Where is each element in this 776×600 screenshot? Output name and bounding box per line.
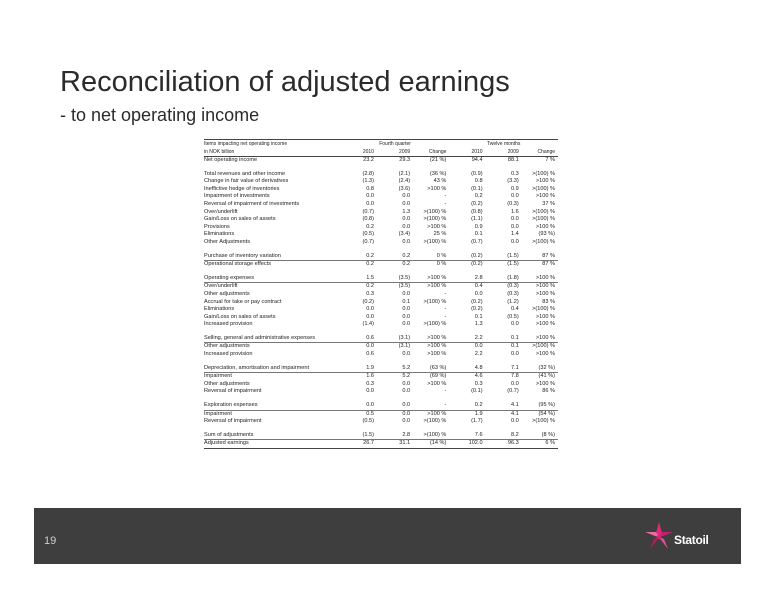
- row-label: Selling, general and administrative expenses: [204, 334, 316, 341]
- value-year-2010: (0.9): [471, 170, 483, 177]
- value-year-2009: 88.1: [507, 157, 519, 163]
- value-year-2009: 0.0: [511, 321, 519, 328]
- value-year-2010: 1.3: [474, 321, 483, 328]
- value-q4-2010: 0.3: [366, 380, 374, 387]
- brand-name: Statoil: [674, 533, 709, 547]
- value-year-2010: (1.1): [471, 216, 483, 223]
- table-row: [204, 381, 558, 389]
- table-header-row: [204, 140, 558, 149]
- value-year-2010: (0.1): [471, 388, 483, 395]
- value-year-2010: 2.2: [474, 351, 483, 358]
- value-year-change: >100 %: [535, 178, 555, 185]
- value-q4-change: -: [444, 402, 447, 409]
- value-year-2010: 4.6: [449, 373, 485, 381]
- row-label: Change in fair value of derivatives: [204, 178, 289, 185]
- value-year-change: >100 %: [535, 380, 555, 387]
- table-row: [204, 261, 558, 269]
- row-label: Increased provision: [204, 321, 253, 328]
- value-q4-2010: (1.3): [362, 178, 374, 185]
- table-row: [204, 201, 558, 209]
- value-q4-2010: (0.5): [362, 418, 374, 425]
- value-year-change: >100 %: [535, 313, 555, 320]
- value-year-change: >(100) %: [532, 216, 555, 223]
- star-logo-icon: [646, 519, 676, 557]
- value-q4-2010: 26.7: [341, 440, 377, 449]
- value-year-2009: 0.1: [511, 334, 519, 341]
- value-q4-2009: 0.0: [402, 351, 411, 358]
- row-label: Increased provision: [204, 351, 253, 358]
- value-q4-change: >(100) %: [423, 208, 447, 215]
- table-row: [204, 171, 558, 179]
- value-q4-2009: 31.1: [377, 440, 413, 449]
- value-year-2010: 0.8: [474, 178, 483, 185]
- table-row: [204, 321, 558, 329]
- value-year-2009: (1.5): [486, 261, 522, 269]
- table-row: [204, 239, 558, 247]
- value-q4-change: >100 %: [427, 380, 447, 387]
- value-q4-2009: (3.6): [398, 185, 411, 192]
- value-year-2010: 1.9: [449, 410, 485, 418]
- value-year-change: >(100) %: [532, 418, 555, 425]
- value-year-change: >100 %: [522, 283, 558, 291]
- value-year-change: (95 %): [538, 402, 555, 409]
- value-q4-change: >100 %: [427, 334, 447, 341]
- value-year-change: >(100) %: [532, 306, 555, 313]
- value-q4-change: >100 %: [427, 185, 447, 192]
- col-header-2009-year: 2009: [486, 148, 522, 157]
- value-year-change: >100 %: [535, 290, 555, 297]
- table-row: [204, 314, 558, 322]
- value-q4-change: 43 %: [433, 178, 447, 185]
- value-year-2010: (0.2): [449, 261, 485, 269]
- statoil-logo: [646, 519, 736, 557]
- row-label: Sum of adjustments: [204, 431, 254, 438]
- value-q4-2009: (2.1): [398, 170, 411, 177]
- value-q4-change: -: [444, 388, 447, 395]
- value-year-change: >100 %: [535, 193, 555, 200]
- row-label: Impairment: [204, 410, 341, 418]
- row-label: Over/underlift: [204, 283, 341, 291]
- table-row: [204, 365, 558, 373]
- row-label: Depreciation, amortisation and impairment: [204, 364, 310, 371]
- value-q4-2009: 0.0: [377, 410, 413, 418]
- value-q4-2009: 0.0: [402, 290, 411, 297]
- value-year-change: 7 %: [545, 157, 555, 163]
- value-year-2010: (0.2): [471, 298, 483, 305]
- row-label: Purchase of inventory variation: [204, 252, 281, 259]
- value-q4-2010: (1.5): [362, 431, 374, 438]
- row-label: Reversal of impairment: [204, 418, 262, 425]
- row-label: Exploration expenses: [204, 402, 258, 409]
- row-label: Gain/Loss on sales of assets: [204, 313, 276, 320]
- row-label: Operational storage effects: [204, 261, 341, 269]
- value-q4-2009: 0.0: [402, 321, 411, 328]
- value-year-2009: 4.1: [511, 402, 519, 409]
- value-q4-change: -: [444, 200, 447, 207]
- value-q4-change: -: [444, 313, 447, 320]
- value-year-2009: (0.3): [507, 200, 519, 207]
- value-q4-change: (63 %): [429, 364, 447, 371]
- value-q4-change: >100 %: [427, 274, 447, 281]
- value-q4-2010: 0.5: [341, 410, 377, 418]
- value-year-2009: (0.3): [507, 290, 519, 297]
- value-q4-2009: 0.0: [402, 418, 411, 425]
- value-q4-2010: 0.0: [366, 313, 374, 320]
- value-q4-2010: (2.8): [362, 170, 374, 177]
- table-row: [204, 209, 558, 217]
- value-year-change: >(100) %: [532, 238, 555, 245]
- value-q4-2009: 5.2: [377, 373, 413, 381]
- value-year-change: 87 %: [522, 261, 558, 269]
- value-year-2010: (0.1): [471, 185, 483, 192]
- value-q4-2009: (3.1): [377, 343, 413, 351]
- value-q4-change: >100 %: [413, 283, 449, 291]
- value-year-2009: 8.2: [511, 431, 519, 438]
- row-label: Eliminations: [204, 231, 235, 238]
- table-row: [204, 224, 558, 232]
- value-year-2010: 0.4: [449, 283, 485, 291]
- value-q4-2010: 0.2: [366, 252, 374, 259]
- table-row: [204, 231, 558, 239]
- value-year-2009: 96.3: [486, 440, 522, 449]
- value-year-2009: 1.6: [511, 208, 519, 215]
- value-q4-change: >100 %: [413, 343, 449, 351]
- table-row: [204, 216, 558, 224]
- value-year-2009: (1.8): [507, 274, 519, 281]
- value-q4-2009: 0.0: [402, 216, 411, 223]
- value-q4-change: -: [444, 193, 447, 200]
- value-year-2010: 0.1: [474, 313, 483, 320]
- value-q4-2010: 0.0: [366, 200, 374, 207]
- value-year-2010: 0.1: [474, 231, 483, 238]
- value-q4-2009: (2.4): [398, 178, 411, 185]
- table-row: [204, 432, 558, 440]
- value-q4-2010: 0.6: [366, 334, 374, 341]
- value-q4-2009: 0.0: [402, 200, 411, 207]
- value-q4-2009: 5.2: [402, 364, 411, 371]
- value-q4-2009: (3.5): [377, 283, 413, 291]
- col-header-2010: 2010: [341, 148, 377, 157]
- value-q4-2009: (3.5): [398, 274, 411, 281]
- value-year-change: 83 %: [542, 298, 555, 305]
- value-year-change: (93 %): [538, 231, 555, 238]
- value-year-change: >100 %: [535, 334, 555, 341]
- value-q4-2009: 0.0: [402, 402, 411, 409]
- value-year-change: (54 %): [522, 410, 558, 418]
- value-year-2009: 0.0: [511, 418, 519, 425]
- value-year-2009: (0.7): [507, 388, 519, 395]
- value-year-2010: 94.4: [471, 157, 483, 163]
- value-year-2009: (1.2): [507, 298, 519, 305]
- table-row: [204, 388, 558, 396]
- value-q4-2010: 0.8: [366, 185, 374, 192]
- row-label: Gain/Loss on sales of assets: [204, 216, 276, 223]
- value-year-change: 87 %: [542, 252, 555, 259]
- value-year-2009: 0.3: [511, 170, 519, 177]
- row-label: Reversal of impairment: [204, 388, 262, 395]
- value-q4-2010: 0.6: [366, 351, 374, 358]
- value-q4-2009: 0.0: [402, 306, 411, 313]
- value-year-2009: 4.1: [486, 410, 522, 418]
- row-label: Other adjustments: [204, 343, 341, 351]
- table-row: [204, 440, 558, 449]
- value-year-change: >100 %: [535, 223, 555, 230]
- value-year-2009: 0.0: [511, 238, 519, 245]
- value-q4-change: -: [444, 290, 447, 297]
- value-q4-2009: 0.0: [402, 380, 411, 387]
- value-year-2010: (0.8): [471, 208, 483, 215]
- group-year-header: Twelve months: [487, 141, 521, 147]
- table-row: [204, 343, 558, 351]
- header-label-line2: in NOK billion: [204, 148, 341, 157]
- value-q4-change: >(100) %: [423, 418, 447, 425]
- value-year-2009: 0.4: [511, 306, 519, 313]
- table-row: [204, 418, 558, 426]
- value-q4-2009: 0.1: [402, 298, 411, 305]
- value-q4-change: >(100) %: [423, 321, 447, 328]
- table-body: [204, 157, 558, 449]
- value-year-2009: 0.0: [511, 223, 519, 230]
- value-q4-2009: (3.4): [398, 231, 411, 238]
- value-year-2010: (0.2): [471, 200, 483, 207]
- value-q4-change: (69 %): [413, 373, 449, 381]
- value-year-change: >(100) %: [532, 185, 555, 192]
- value-year-2010: 0.0: [449, 343, 485, 351]
- value-year-2010: 2.8: [474, 274, 483, 281]
- table-row: [204, 299, 558, 307]
- value-q4-2010: 0.2: [366, 223, 374, 230]
- value-year-2010: 7.6: [474, 431, 483, 438]
- value-q4-2010: 0.0: [366, 388, 374, 395]
- value-year-2009: (0.5): [507, 313, 519, 320]
- row-label: Impairment: [204, 373, 341, 381]
- value-q4-2010: 1.9: [366, 364, 374, 371]
- value-year-2010: (0.2): [471, 306, 483, 313]
- page-subtitle: - to net operating income: [60, 105, 260, 125]
- value-q4-change: (21 %): [429, 157, 447, 163]
- value-q4-2010: (1.4): [362, 321, 374, 328]
- value-q4-change: (36 %): [429, 170, 447, 177]
- value-q4-change: >(100) %: [423, 431, 447, 438]
- row-label: Reversal of impairment of investments: [204, 200, 300, 207]
- value-q4-2009: 2.8: [402, 431, 411, 438]
- value-q4-2010: 1.5: [366, 274, 374, 281]
- value-year-change: >(100) %: [532, 208, 555, 215]
- header-label-line1: Items impacting net operating income: [204, 140, 341, 149]
- table-row: [204, 283, 558, 291]
- value-year-change: 6 %: [522, 440, 558, 449]
- value-q4-2010: 1.6: [341, 373, 377, 381]
- row-label: Total revenues and other income: [204, 170, 286, 177]
- value-q4-2009: 0.0: [402, 313, 411, 320]
- value-year-2009: 0.0: [511, 351, 519, 358]
- value-q4-2009: 0.2: [402, 252, 411, 259]
- row-label: Impairment of investments: [204, 193, 270, 200]
- table-row: [204, 275, 558, 283]
- table-row: [204, 178, 558, 186]
- table-row: [204, 402, 558, 410]
- table-row: [204, 253, 558, 261]
- table-row: [204, 157, 558, 165]
- value-year-2009: 0.1: [486, 343, 522, 351]
- table-row: [204, 410, 558, 418]
- table-header-row: [204, 148, 558, 157]
- value-year-2010: 2.2: [474, 334, 483, 341]
- table-row: [204, 186, 558, 194]
- value-year-2010: (0.7): [471, 238, 483, 245]
- page-number: 19: [44, 535, 57, 547]
- value-year-2010: 0.2: [474, 402, 483, 409]
- value-year-2010: 0.0: [474, 290, 483, 297]
- value-year-2009: 7.8: [486, 373, 522, 381]
- row-label: Accrual for take or pay contract: [204, 298, 282, 305]
- value-year-2010: 4.8: [474, 364, 483, 371]
- value-q4-2010: 0.0: [366, 306, 374, 313]
- value-q4-2009: (3.1): [398, 334, 411, 341]
- value-year-2009: (1.5): [507, 252, 519, 259]
- col-header-change: Change: [413, 148, 449, 157]
- value-q4-change: >100 %: [427, 351, 447, 358]
- value-year-2009: (3.3): [507, 178, 519, 185]
- value-year-2010: (1.7): [471, 418, 483, 425]
- table-row: [204, 291, 558, 299]
- value-q4-2010: 23.2: [363, 157, 374, 163]
- value-year-2009: 0.0: [511, 193, 519, 200]
- col-header-2009: 2009: [377, 148, 413, 157]
- table-row: [204, 306, 558, 314]
- table-row: [204, 193, 558, 201]
- value-q4-2010: 0.2: [341, 283, 377, 291]
- value-q4-change: >100 %: [413, 410, 449, 418]
- value-year-change: >100 %: [535, 321, 555, 328]
- value-q4-2010: 0.0: [366, 402, 374, 409]
- value-year-change: 37 %: [542, 200, 555, 207]
- value-q4-change: >(100) %: [423, 216, 447, 223]
- row-label: Other adjustments: [204, 380, 250, 387]
- value-q4-2010: (0.7): [362, 208, 374, 215]
- row-label: Other adjustments: [204, 290, 250, 297]
- value-q4-2010: (0.7): [362, 238, 374, 245]
- value-q4-change: >(100) %: [423, 238, 447, 245]
- value-q4-2009: 29.3: [399, 157, 411, 163]
- value-q4-change: >(100) %: [423, 298, 447, 305]
- row-label: Over/underlift: [204, 208, 238, 215]
- col-header-change-year: Change: [522, 148, 558, 157]
- row-label: Eliminations: [204, 306, 235, 313]
- value-q4-change: >100 %: [427, 223, 447, 230]
- value-year-2010: 0.9: [474, 223, 483, 230]
- row-label: Ineffictive hedge of inventories: [204, 185, 280, 192]
- value-year-change: >100 %: [535, 274, 555, 281]
- row-label: Net operating income: [204, 157, 258, 163]
- value-year-change: >100 %: [535, 351, 555, 358]
- value-q4-2010: (0.2): [362, 298, 374, 305]
- row-label: Operating expenses: [204, 274, 255, 281]
- value-year-change: 86 %: [542, 388, 555, 395]
- value-q4-2009: 0.0: [402, 238, 411, 245]
- col-header-2010-year: 2010: [449, 148, 485, 157]
- value-q4-change: 0 %: [413, 261, 449, 269]
- footer-bar: [34, 508, 741, 564]
- table-row: [204, 335, 558, 343]
- value-year-2010: (0.2): [471, 252, 483, 259]
- value-q4-2010: 0.0: [341, 343, 377, 351]
- value-q4-change: 0 %: [436, 252, 447, 259]
- value-q4-2010: 0.2: [341, 261, 377, 269]
- row-label: Provisions: [204, 223, 230, 230]
- value-q4-change: 25 %: [433, 231, 447, 238]
- value-year-2010: 0.3: [474, 380, 483, 387]
- value-q4-2010: 0.0: [366, 193, 374, 200]
- value-q4-2009: 1.3: [402, 208, 411, 215]
- value-year-2009: 0.0: [511, 380, 519, 387]
- value-q4-change: -: [444, 306, 447, 313]
- reconciliation-table: [204, 139, 558, 449]
- value-year-2009: 0.0: [511, 216, 519, 223]
- value-q4-2010: (0.8): [362, 216, 374, 223]
- row-label: Other Adjustments: [204, 238, 251, 245]
- value-year-2009: 7.1: [511, 364, 519, 371]
- value-q4-2009: 0.2: [377, 261, 413, 269]
- value-year-2009: 0.9: [511, 185, 519, 192]
- value-q4-2009: 0.0: [402, 223, 411, 230]
- value-q4-2009: 0.0: [402, 193, 411, 200]
- value-year-2010: 102.0: [449, 440, 485, 449]
- value-q4-change: (14 %): [413, 440, 449, 449]
- value-q4-2010: (0.5): [362, 231, 374, 238]
- value-year-change: (41 %): [522, 373, 558, 381]
- table-row: [204, 373, 558, 381]
- group-quarter-header: Fourth quarter: [377, 140, 413, 149]
- value-year-change: (8 %): [541, 431, 555, 438]
- value-q4-2009: 0.0: [402, 388, 411, 395]
- value-year-2010: 0.2: [474, 193, 483, 200]
- value-year-2009: 1.4: [511, 231, 519, 238]
- value-year-2009: (0.3): [486, 283, 522, 291]
- row-label: Adjusted earnings: [204, 440, 341, 449]
- value-year-change: (32 %): [538, 364, 555, 371]
- reconciliation-table-container: [204, 139, 558, 449]
- value-year-change: >(100) %: [532, 170, 555, 177]
- value-q4-2010: 0.3: [366, 290, 374, 297]
- table-row: [204, 351, 558, 359]
- page-title: Reconciliation of adjusted earnings: [60, 66, 510, 98]
- value-year-change: >(100) %: [522, 343, 558, 351]
